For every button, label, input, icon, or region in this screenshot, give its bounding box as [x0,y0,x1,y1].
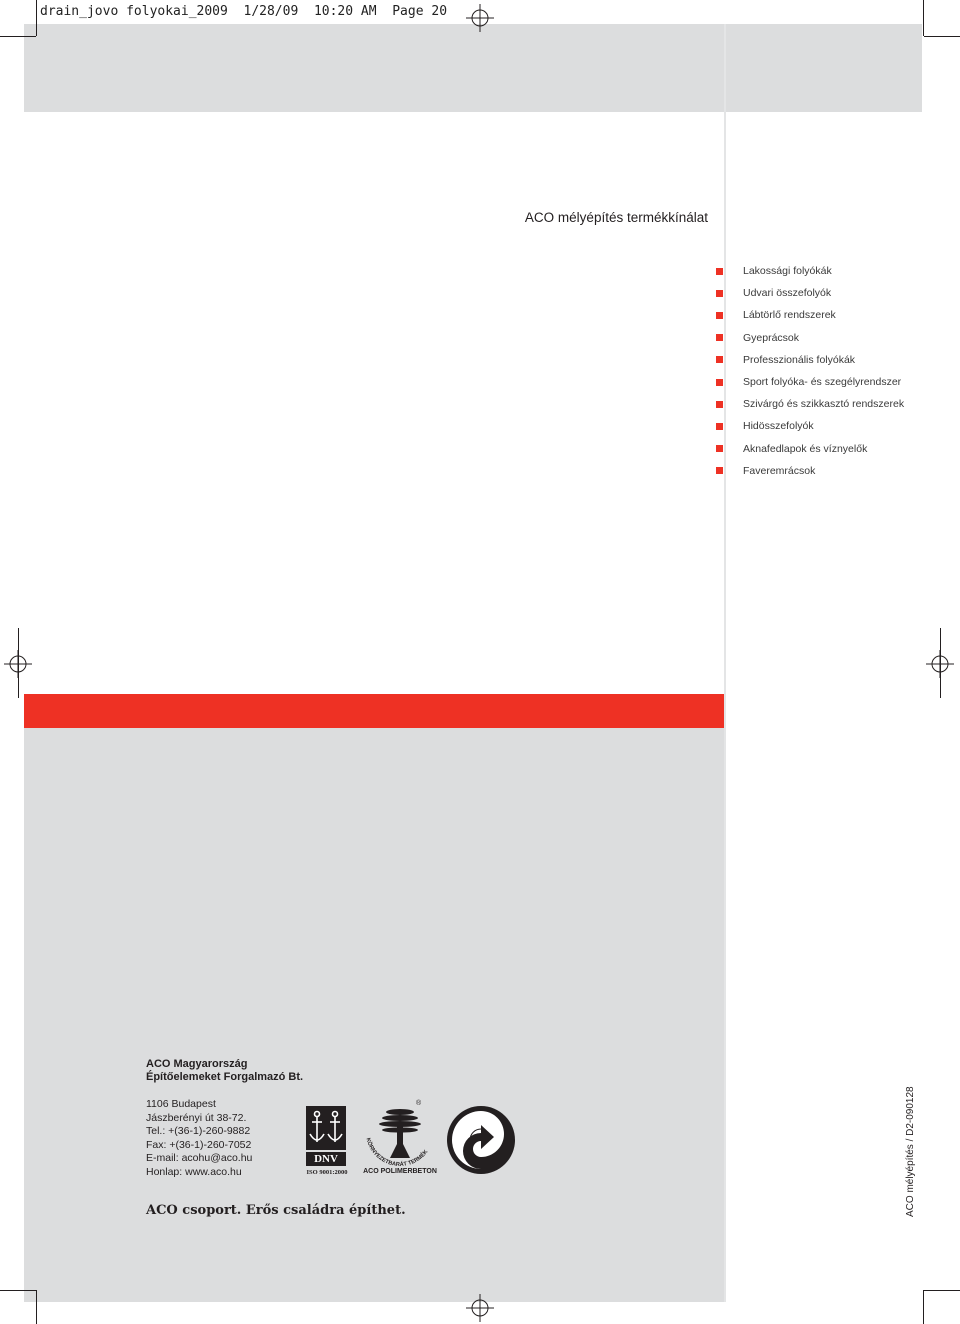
slug-page-number: 20 [431,4,448,19]
registration-mark-icon [4,650,32,678]
address-fax: Fax: +(36-1)-260-7052 [146,1138,252,1151]
address-city: 1106 Budapest [146,1098,216,1110]
list-item-label: Hidösszefolyók [743,420,814,433]
bullet-square-icon [716,356,723,363]
company-subtitle: Építőelemeket Forgalmazó Bt. [146,1071,304,1083]
green-dot-icon [446,1105,516,1175]
bullet-square-icon [716,290,723,297]
crop-mark [0,36,36,37]
company-name: ACO Magyarország [146,1058,248,1070]
tree-icon [360,1102,440,1166]
slug-time: 10:20 AM [313,4,377,19]
address-street: Jászberényi út 38-72. [146,1111,247,1124]
slug-filename: drain_jovo folyokai_2009 [40,4,228,19]
polimer-arc-text: KÖRNYEZETBARÁT TERMÉK [364,1137,430,1166]
bullet-square-icon [716,268,723,275]
top-right-gray-panel [726,24,922,112]
bullet-square-icon [716,467,723,474]
list-item [716,327,904,349]
registered-mark: ® [416,1100,422,1107]
slug-date: 1/28/09 [243,4,299,19]
registration-mark-icon [466,4,494,32]
list-item-label: Szivárgó és szikkasztó rendszerek [743,398,905,411]
address-email[interactable]: E-mail: acohu@aco.hu [146,1152,253,1165]
list-item-label: Aknafedlapok és víznyelők [743,442,868,455]
crop-mark [924,36,960,37]
registration-mark-icon [466,1294,494,1322]
address-web[interactable]: Honlap: www.aco.hu [146,1165,242,1178]
document-code: ACO mélyépítés / D2-090128 [905,1086,916,1217]
bullet-square-icon [716,334,723,341]
aco-polimerbeton-logo [360,1102,440,1178]
crop-mark [924,1290,960,1291]
polimer-text: ACO POLIMERBETON [363,1168,437,1175]
address-block [146,1098,252,1180]
address-tel: Tel.: +(36-1)-260-9882 [146,1125,251,1138]
list-item [716,282,904,304]
crop-mark [0,1290,36,1291]
dnv-anchor-icon [305,1106,347,1178]
list-item [716,260,904,282]
list-item [716,371,904,393]
bullet-square-icon [716,312,723,319]
bullet-square-icon [716,445,723,452]
slug-line [40,4,447,19]
list-item-label: Faveremrácsok [743,464,816,477]
red-band [24,694,724,728]
slogan: ACO csoport. Erős családra építhet. [146,1203,406,1218]
dnv-text: DNV [314,1153,338,1165]
list-item-label: Gyeprácsok [743,331,800,344]
company-block [146,1058,303,1084]
iso-text: ISO 9001:2000 [306,1169,348,1176]
fold-line [724,24,726,1302]
list-item [716,438,904,460]
crop-mark [923,0,924,36]
dnv-iso-logo [305,1106,347,1178]
list-item-label: Udvari összefolyók [743,287,832,300]
list-item [716,415,904,437]
bullet-square-icon [716,401,723,408]
list-item-label: Professzionális folyókák [743,353,856,366]
list-item-label: Lakossági folyókák [743,265,832,278]
crop-mark [36,0,37,36]
list-item-label: Sport folyóka- és szegélyrendszer [743,376,902,389]
list-item [716,304,904,326]
crop-mark [923,1290,924,1324]
top-gray-panel [24,24,724,112]
crop-mark [36,1290,37,1324]
registration-mark-icon [926,650,954,678]
list-item [716,393,904,415]
product-list [716,260,904,482]
list-item [716,460,904,482]
bullet-square-icon [716,423,723,430]
slug-page-label: Page [392,4,424,19]
list-item [716,349,904,371]
catalog-title: ACO mélyépítés termékkínálat [524,210,708,225]
list-item-label: Lábtörlő rendszerek [743,309,836,322]
green-dot-logo [446,1105,516,1175]
bullet-square-icon [716,379,723,386]
